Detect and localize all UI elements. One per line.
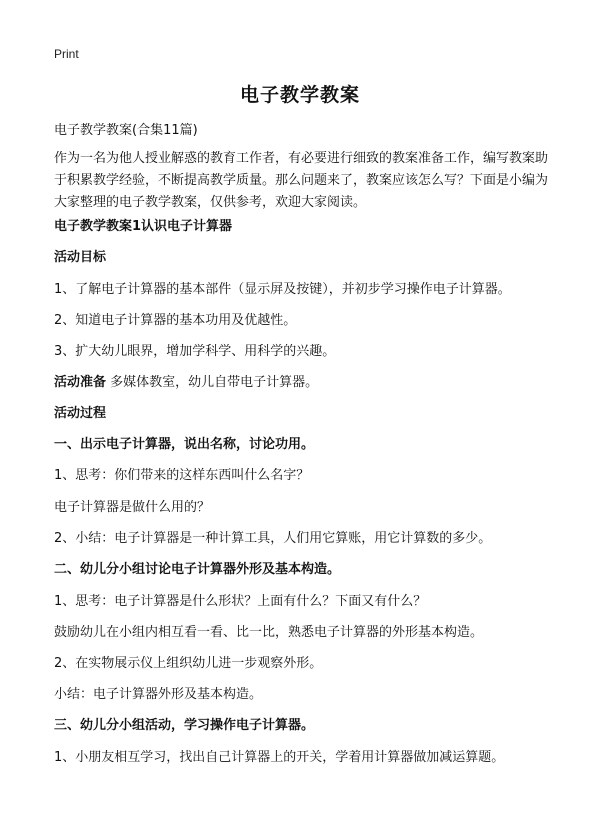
step3-item-1: 1、小朋友相互学习，找出自己计算器上的开关，学着用计算器做加减运算题。 [54, 750, 505, 765]
intro-paragraph: 作为一名为他人授业解惑的教育工作者，有必要进行细致的教案准备工作，编写教案助于积累教学经验，不断提高教学质量。那么问题来了，教案应该怎么写？下面是小编为大家整理的电子教学教案，仅供参考，欢迎大家阅读。 [54, 151, 549, 210]
section-heading: 电子教学教案1认识电子计算器 [54, 219, 233, 234]
step3-heading: 三、幼儿分小组活动，学习操作电子计算器。 [54, 718, 315, 733]
process-heading: 活动过程 [54, 406, 107, 421]
preparation-label: 活动准备 [54, 375, 107, 390]
document-subtitle: 电子教学教案(合集11篇) [54, 123, 198, 138]
goal-item-2: 2、知道电子计算器的基本功用及优越性。 [54, 313, 297, 328]
document-title: 电子教学教案 [239, 84, 360, 106]
goals-heading: 活动目标 [54, 250, 107, 265]
goal-item-1: 1、了解电子计算器的基本部件（显示屏及按键），并初步学习操作电子计算器。 [54, 282, 511, 297]
step2-item-2: 2、在实物展示仪上组织幼儿进一步观察外形。 [54, 656, 323, 671]
step2-heading: 二、幼儿分小组讨论电子计算器外形及基本构造。 [54, 562, 341, 577]
step1-question-1: 1、思考：你们带来的这样东西叫什么名字？ [54, 468, 310, 483]
step1-heading: 一、出示电子计算器，说出名称，讨论功用。 [54, 437, 315, 452]
print-link[interactable]: Print [54, 47, 79, 61]
preparation-text: 多媒体教室，幼儿自带电子计算器。 [106, 375, 319, 390]
step1-question-2: 电子计算器是做什么用的？ [54, 500, 211, 515]
step2-text: 鼓励幼儿在小组内相互看一看、比一比，熟悉电子计算器的外形基本构造。 [54, 625, 484, 640]
preparation-line [54, 372, 554, 394]
step1-summary: 2、小结：电子计算器是一种计算工具，人们用它算账，用它计算数的多少。 [54, 531, 492, 546]
step2-question-1: 1、思考：电子计算器是什么形状？上面有什么？下面又有什么？ [54, 594, 427, 609]
goal-item-3: 3、扩大幼儿眼界，增加学科学、用科学的兴趣。 [54, 344, 336, 359]
step2-summary: 小结：电子计算器外形及基本构造。 [54, 687, 263, 702]
